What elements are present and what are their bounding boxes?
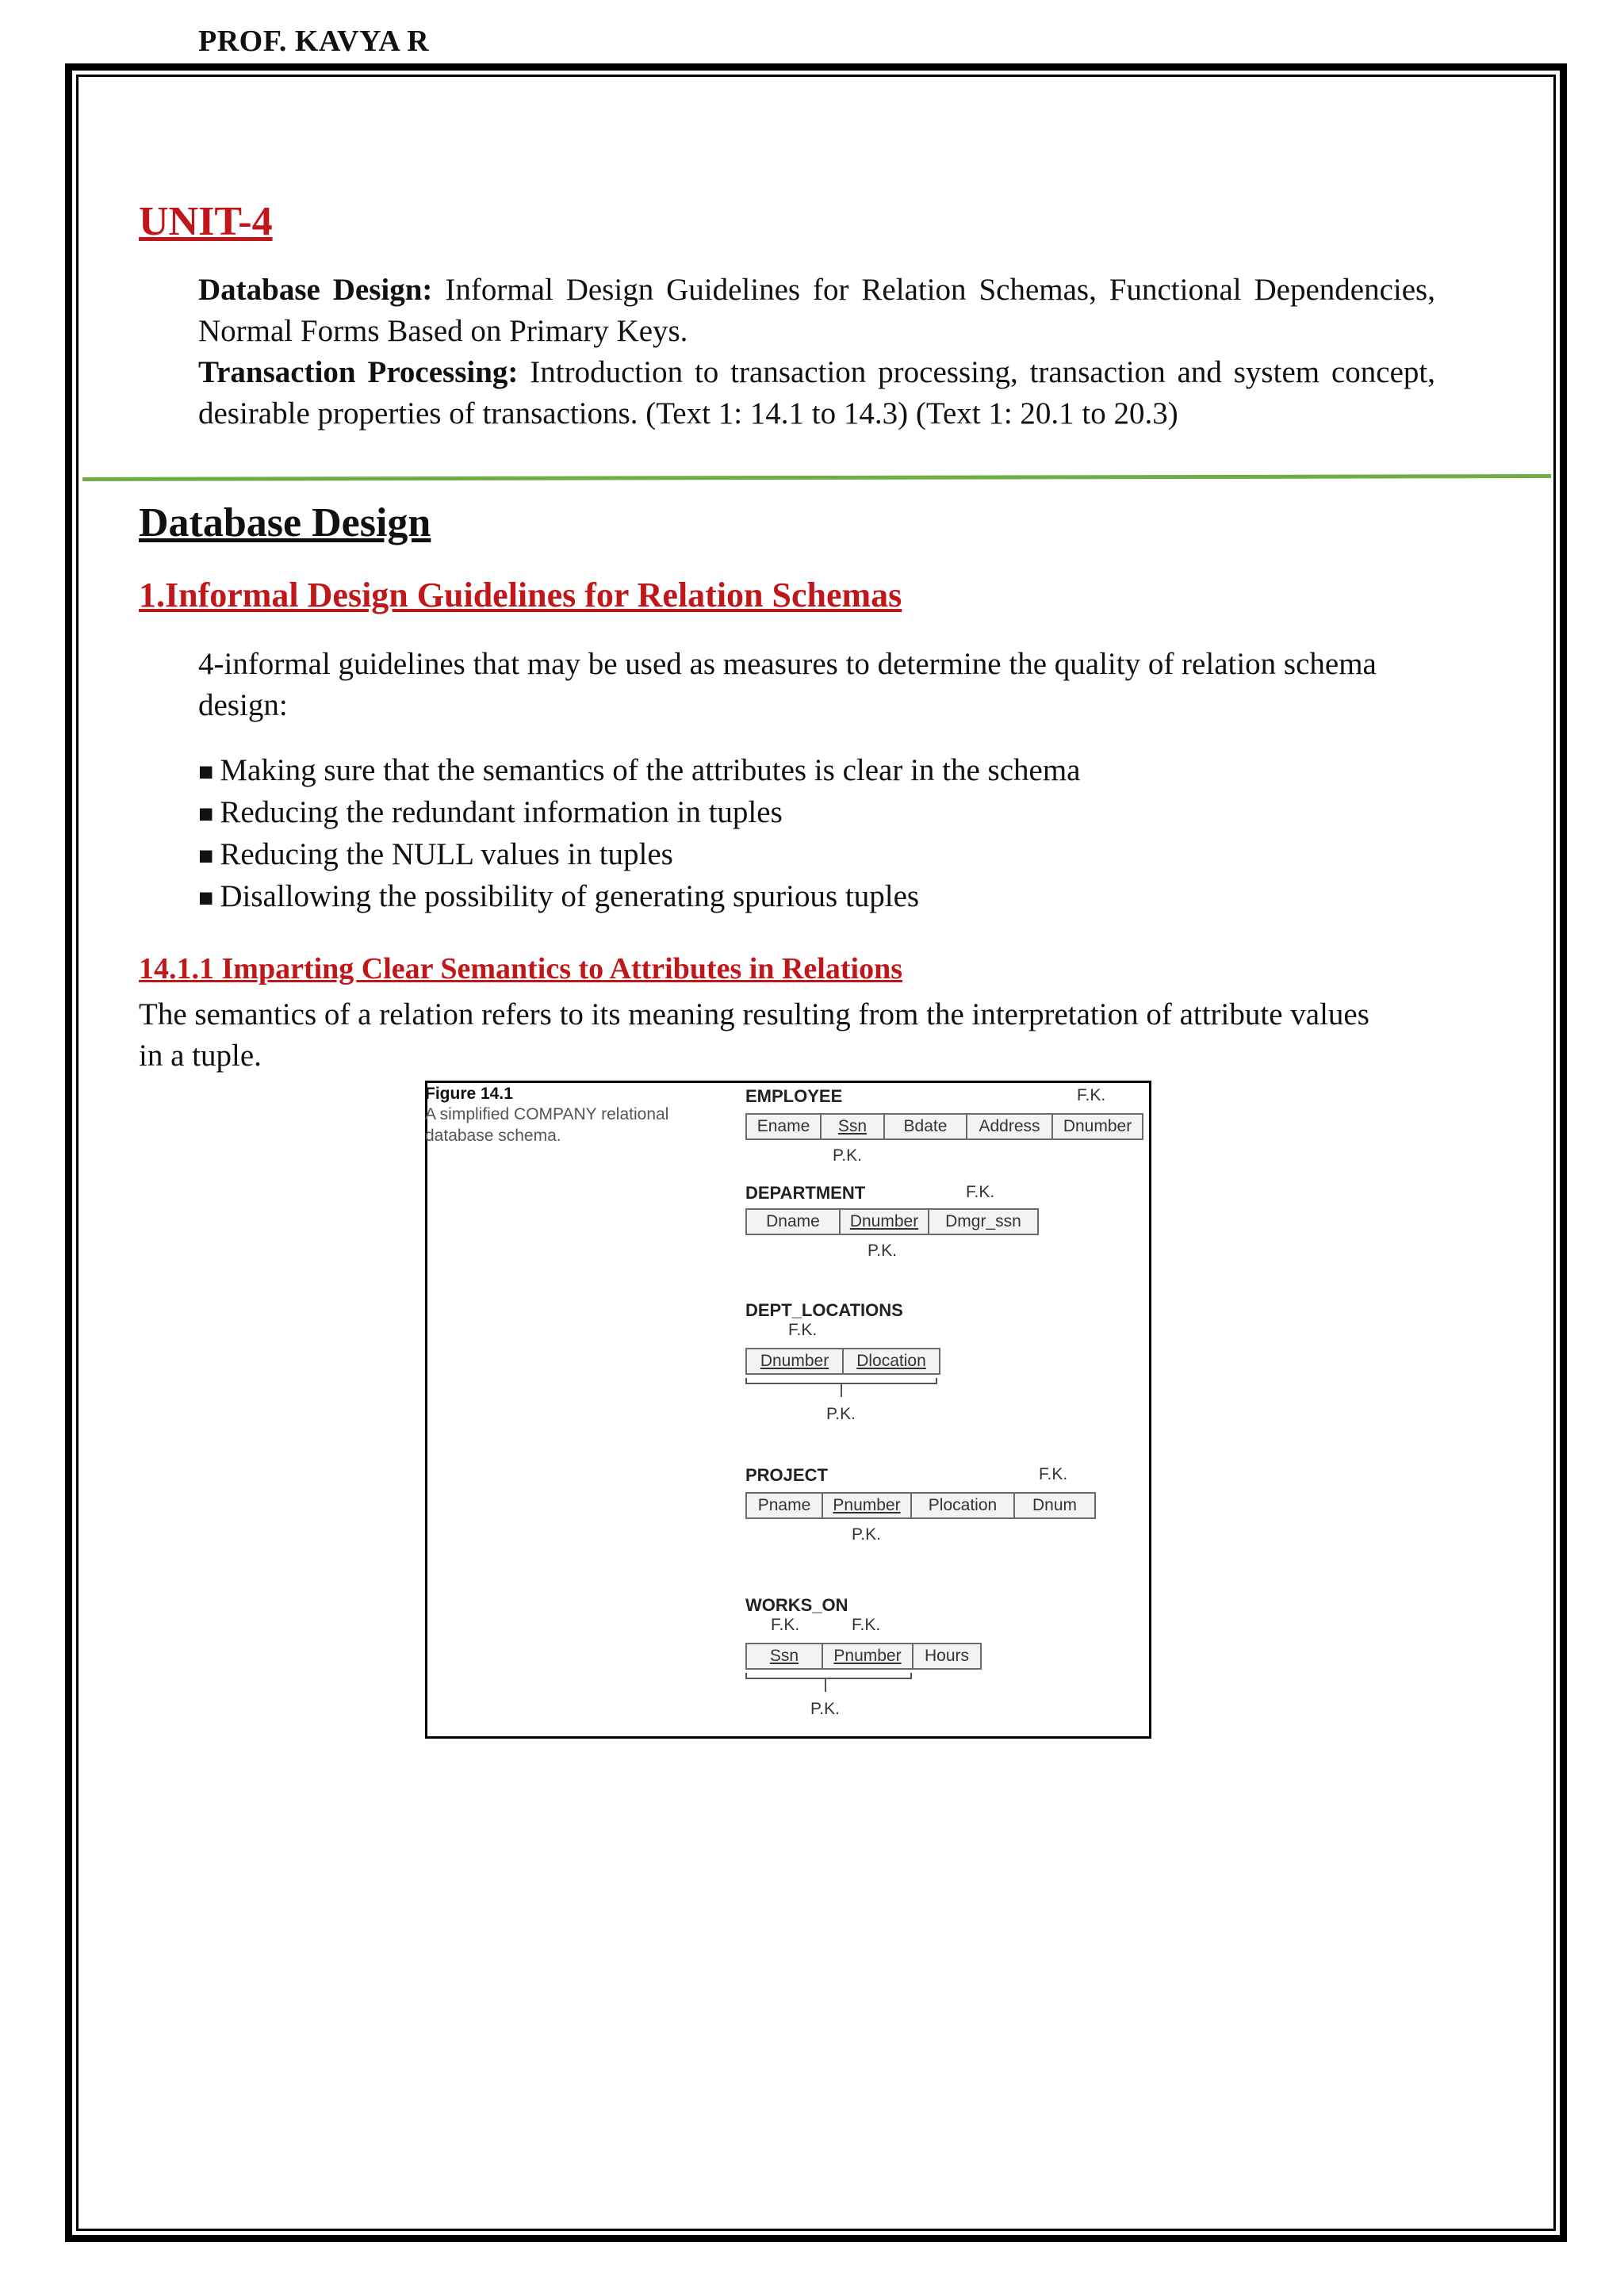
- composite-key-tick: [825, 1679, 826, 1692]
- list-item: ■ Disallowing the possibility of generating spurious tuples: [198, 876, 1081, 918]
- attribute-cell: Hours: [912, 1644, 980, 1668]
- attribute-cell: Ename: [756, 1117, 810, 1135]
- attribute-cell-primary-key: Dnumber: [760, 1352, 829, 1370]
- author-header: PROF. KAVYA R: [198, 25, 430, 58]
- figure-caption: [425, 1085, 695, 1146]
- figure-frame: [425, 1081, 1151, 1739]
- attribute-cell: Dnumber: [1051, 1115, 1142, 1138]
- attribute-cell: Address: [966, 1115, 1051, 1138]
- schema-works-on: [745, 1643, 982, 1670]
- attribute-cell-primary-key: Pnumber: [822, 1644, 912, 1668]
- fk-label: F.K.: [1077, 1086, 1106, 1104]
- schema-employee: [745, 1113, 1143, 1140]
- syllabus-tp-text: Introduction to transaction processing, transaction and system concept, desirable properties of transactions. (Text 1: 14.1 to 14.3) (Text 1: 20.1 to 20.3): [198, 355, 1435, 430]
- relation-name-employee: EMPLOYEE: [745, 1086, 843, 1106]
- relation-name-works-on: WORKS_ON: [745, 1595, 848, 1615]
- list-item: ■ Making sure that the semantics of the attributes is clear in the schema: [198, 750, 1081, 792]
- schema-department: [745, 1208, 1039, 1235]
- attribute-cell: Dname: [766, 1212, 820, 1230]
- attribute-cell-primary-key: Dlocation: [842, 1349, 939, 1373]
- relation-name-department: DEPARTMENT: [745, 1183, 866, 1203]
- attribute-cell: Dmgr_ssn: [928, 1210, 1037, 1234]
- relation-name-project: PROJECT: [745, 1465, 828, 1485]
- guidelines-list: [198, 750, 1081, 918]
- syllabus-tp-label: Transaction Processing:: [198, 355, 519, 389]
- unit-syllabus: [198, 270, 1435, 434]
- syllabus-transaction-processing: [198, 352, 1435, 434]
- subsection-title: 1.Informal Design Guidelines for Relation Schemas: [139, 576, 902, 614]
- subsubsection-title: 14.1.1 Imparting Clear Semantics to Attributes in Relations: [139, 952, 902, 985]
- fk-label: F.K.: [852, 1616, 881, 1634]
- pk-label: P.K.: [852, 1525, 881, 1544]
- intro-paragraph: 4-informal guidelines that may be used as measures to determine the quality of relation schema design:: [198, 647, 1377, 722]
- list-item: ■ Reducing the NULL values in tuples: [198, 834, 1081, 876]
- fk-label: F.K.: [966, 1183, 995, 1201]
- attribute-cell-primary-key: Ssn: [820, 1115, 883, 1138]
- schema-dept-locations: [745, 1348, 940, 1375]
- schema-project: [745, 1492, 1096, 1519]
- attribute-cell-primary-key: Pnumber: [822, 1494, 910, 1517]
- composite-key-tick: [841, 1384, 842, 1397]
- figure-label: Figure 14.1: [425, 1085, 513, 1103]
- attribute-cell: Dnum: [1013, 1494, 1094, 1517]
- relation-name-dept-locations: DEPT_LOCATIONS: [745, 1300, 903, 1320]
- syllabus-db-text: Informal Design Guidelines for Relation Schemas, Functional Dependencies, Normal Forms Based on Primary Keys.: [198, 273, 1435, 348]
- composite-key-bracket: [745, 1378, 937, 1384]
- attribute-cell: Bdate: [883, 1115, 966, 1138]
- composite-key-bracket: [745, 1673, 912, 1679]
- syllabus-database-design: [198, 270, 1435, 352]
- fk-label: F.K.: [1039, 1465, 1068, 1483]
- pk-label: P.K.: [833, 1146, 862, 1165]
- attribute-cell: Pname: [757, 1496, 811, 1514]
- semantics-paragraph: The semantics of a relation refers to its meaning resulting from the interpretation of attribute values in a tuple.: [139, 997, 1369, 1073]
- pk-label: P.K.: [810, 1700, 840, 1718]
- pk-label: P.K.: [868, 1242, 897, 1260]
- list-item: ■ Reducing the redundant information in tuples: [198, 792, 1081, 834]
- figure-caption-text: A simplified COMPANY relational database schema.: [425, 1105, 669, 1145]
- syllabus-db-label: Database Design:: [198, 273, 433, 307]
- pk-label: P.K.: [826, 1405, 856, 1423]
- unit-title: UNIT-4: [139, 199, 273, 244]
- attribute-cell: Plocation: [910, 1494, 1013, 1517]
- attribute-cell-primary-key: Dnumber: [839, 1210, 928, 1234]
- fk-label: F.K.: [771, 1616, 800, 1634]
- attribute-cell-primary-key: Ssn: [769, 1647, 799, 1665]
- section-title: Database Design: [139, 500, 431, 545]
- fk-label: F.K.: [788, 1321, 818, 1339]
